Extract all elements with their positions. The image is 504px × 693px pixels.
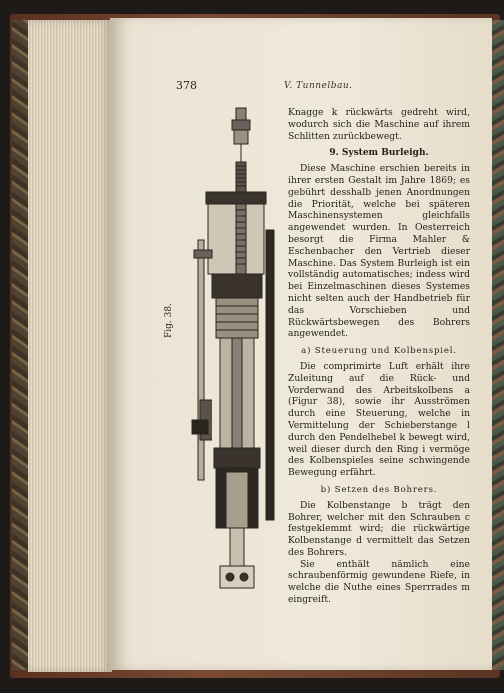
page-stack bbox=[28, 20, 112, 672]
running-head: V. Tunnelbau. bbox=[284, 81, 353, 91]
body-text bbox=[288, 107, 470, 606]
paragraph-1: Knagge k rückwärts gedreht wird, wodurch sich die Maschine auf ihrem Schlitten zurückbewegt. bbox=[288, 107, 470, 142]
paragraph-3: Die comprimirte Luft erhält ihre Zuleitung auf die Rück- und Vorderwand des Arbeitskolbens a (Figur 38), sowie ihr Ausströmen durch eine Steuerung, welche in Vermittelung der Schieberstange l durch den Pendelhebel k bewegt wird, weil dieser durch den Ring i vermöge des Kolbenspieles seine schwingende Bewegung erfährt. bbox=[288, 360, 470, 479]
figure-drill-machine bbox=[186, 100, 286, 595]
paragraph-4: Die Kolbenstange b trägt den Bohrer, welcher mit den Schrauben c festgeklemmt wird; die rückwärtige Kolbenstange d vermittelt das Setzen des Bohrers. bbox=[288, 499, 470, 558]
paragraph-5: Sie enthält nämlich eine schraubenförmig gewundene Riefe, in welche die Nuthe eines Sperrrades m eingreift. bbox=[288, 558, 470, 606]
paragraph-2: Diese Maschine erschien bereits in ihrer ersten Gestalt im Jahre 1869; es gebührt desshalb jenen Anordnungen die Priorität, welche bei späteren Maschinensystemen gleichfalls angewendet wurden. In Oesterreich besorgt die Firma Mahler & Eschenbacher den Vertrieb dieser Maschine. Das System Burleigh ist ein vollständig automatisches; indess wird bei Einzelmaschinen dieses Systemes nicht selten auch der Handbetrieb für das Vorschieben und Rückwärtsbewegen des Bohrers angewendet. bbox=[288, 163, 470, 340]
page-number: 378 bbox=[176, 79, 197, 92]
subheading-a: a) Steuerung und Kolbenspiel. bbox=[301, 346, 457, 357]
subheading-b: b) Setzen des Bohrers. bbox=[320, 484, 438, 495]
figure-label: Fig. 38. bbox=[164, 303, 174, 338]
marbled-edge-right bbox=[492, 20, 504, 670]
section-heading: 9. System Burleigh. bbox=[329, 148, 429, 159]
